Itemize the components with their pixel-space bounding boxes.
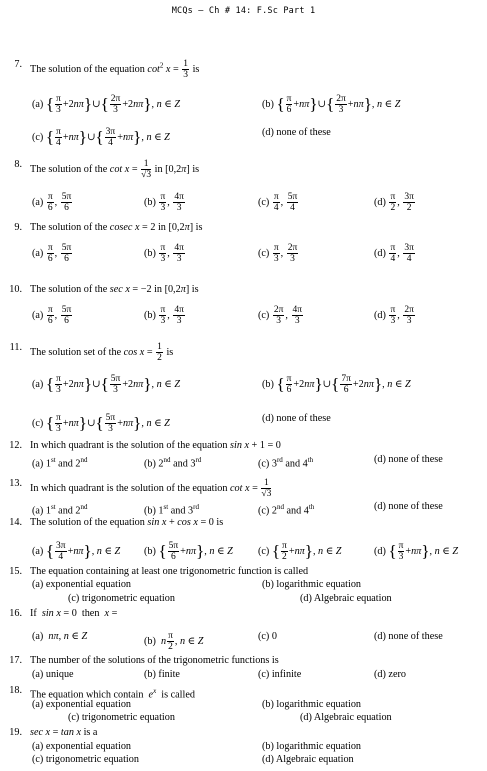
- option-a[interactable]: (a) { $\frac{3\pi}{4}$ +nπ}, n ∈ Z: [32, 541, 121, 562]
- option-a[interactable]: (a) { $\frac{\pi}{3}$ +2nπ}∪{ $\frac{2\pi}{3}$ +2nπ}, n ∈ Z: [32, 94, 181, 115]
- option-d[interactable]: (d) zero: [374, 669, 406, 680]
- question-number: 7.: [14, 59, 22, 70]
- option-a[interactable]: (a) exponential equation: [32, 741, 132, 752]
- option-b[interactable]: (b) $\frac{\pi}{3}$ , $\frac{4\pi}{3}$: [144, 305, 184, 326]
- option-b[interactable]: (b) { $\frac{\pi}{6}$ +nπ}∪{ $\frac{2\pi}{3}$ +nπ}, n ∈ Z: [262, 94, 401, 115]
- question-text: The solution of the cot x = $\frac{1}{√3}$ in [0,2π] is: [30, 159, 200, 180]
- question-number: 19.: [9, 727, 22, 738]
- question-number: 17.: [9, 655, 22, 666]
- option-c[interactable]: (c) 2nd and 4th: [258, 503, 315, 517]
- option-b[interactable]: (b) logarithmic equation: [262, 579, 362, 590]
- option-b[interactable]: (b) n $\frac{\pi}{2}$ , n ∈ Z: [144, 631, 204, 652]
- question-text: The solution of the equation $\cot^2 x$ = $\frac{1}{3}$ is: [30, 59, 200, 80]
- option-c[interactable]: (c) { $\frac{\pi}{4}$ +nπ}∪{ $\frac{3\pi}{4}$ +nπ}, n ∈ Z: [32, 127, 170, 148]
- question-number: 14.: [9, 517, 22, 528]
- option-d[interactable]: (d) $\frac{\pi}{3}$ , $\frac{2\pi}{3}$: [374, 305, 414, 326]
- option-d[interactable]: (d) $\frac{\pi}{4}$ , $\frac{3\pi}{4}$: [374, 243, 414, 264]
- option-d[interactable]: (d) { $\frac{\pi}{3}$ +nπ}, n ∈ Z: [374, 541, 459, 562]
- option-b[interactable]: (b) $\frac{\pi}{3}$ , $\frac{4\pi}{3}$: [144, 243, 184, 264]
- question-text: In which quadrant is the solution of the equation cot x = $\frac{1}{√3}$: [30, 478, 272, 499]
- question-text: The solution of the cosec x = 2 in [0,2π] is: [30, 222, 203, 233]
- option-d[interactable]: (d) none of these: [374, 631, 443, 642]
- option-a[interactable]: (a) $\frac{\pi}{6}$ , $\frac{5\pi}{6}$: [32, 243, 72, 264]
- question-number: 11.: [9, 342, 22, 353]
- option-c[interactable]: (c) 3rd and 4th: [258, 456, 314, 470]
- option-a[interactable]: (a) unique: [32, 669, 74, 680]
- option-d[interactable]: (d) $\frac{\pi}{2}$ , $\frac{3\pi}{2}$: [374, 192, 414, 213]
- option-b[interactable]: (b) 1st and 3rd: [144, 503, 199, 517]
- option-a[interactable]: (a) { $\frac{\pi}{3}$ +2nπ}∪{ $\frac{5\pi}{3}$ +2nπ}, n ∈ Z: [32, 374, 181, 395]
- option-d[interactable]: (d) none of these: [374, 501, 443, 512]
- question-number: 16.: [9, 608, 22, 619]
- option-b[interactable]: (b) { $\frac{\pi}{6}$ +2nπ}∪{ $\frac{7\pi}{6}$ +2nπ}, n ∈ Z: [262, 374, 411, 395]
- question-text: The equation which contain $e^x$ is called: [30, 687, 195, 701]
- option-d[interactable]: (d) Algebraic equation: [300, 593, 392, 604]
- option-d[interactable]: (d) none of these: [262, 413, 331, 424]
- option-b[interactable]: (b) 2nd and 3rd: [144, 456, 202, 470]
- option-c[interactable]: (c) $\frac{2\pi}{3}$ , $\frac{4\pi}{3}$: [258, 305, 303, 326]
- option-c[interactable]: (c) $\frac{\pi}{4}$ , $\frac{5\pi}{4}$: [258, 192, 298, 213]
- question-text: The equation containing at least one trigonometric function is called: [30, 566, 309, 577]
- question-text: sec x = tan x is a: [30, 727, 98, 738]
- option-a[interactable]: (a) exponential equation: [32, 579, 132, 590]
- question-number: 18.: [9, 685, 22, 696]
- question-text: The solution set of the cos x = $\frac{1}{2}$ is: [30, 342, 174, 363]
- option-a[interactable]: (a) nπ, n ∈ Z: [32, 631, 88, 642]
- question-text: The solution of the sec x = −2 in [0,2π] is: [30, 284, 199, 295]
- option-b[interactable]: (b) $\frac{\pi}{3}$ , $\frac{4\pi}{3}$: [144, 192, 184, 213]
- option-a[interactable]: (a) $\frac{\pi}{6}$ , $\frac{5\pi}{6}$: [32, 192, 72, 213]
- option-a[interactable]: (a) 1st and 2nd: [32, 456, 88, 470]
- question-number: 10.: [9, 284, 22, 295]
- option-d[interactable]: (d) none of these: [262, 127, 331, 138]
- page-header: MCQs – Ch # 14: F.Sc Part 1: [171, 6, 316, 16]
- option-b[interactable]: (b) logarithmic equation: [262, 741, 362, 752]
- option-c[interactable]: (c) trigonometric equation: [68, 593, 175, 604]
- option-c[interactable]: (c) { $\frac{\pi}{2}$ +nπ}, n ∈ Z: [258, 541, 342, 562]
- option-c[interactable]: (c) infinite: [258, 669, 302, 680]
- question-text: If sin x = 0 then x =: [30, 608, 118, 619]
- question-number: 15.: [9, 566, 22, 577]
- question-number: 13.: [9, 478, 22, 489]
- option-a[interactable]: (a) 1st and 2nd: [32, 503, 88, 517]
- option-c[interactable]: (c) trigonometric equation: [68, 712, 175, 723]
- option-c[interactable]: (c) { $\frac{\pi}{3}$ +nπ}∪{ $\frac{5\pi}{3}$ +nπ}, n ∈ Z: [32, 413, 170, 434]
- option-d[interactable]: (d) none of these: [374, 454, 443, 465]
- question-number: 12.: [9, 440, 22, 451]
- option-b[interactable]: (b) { $\frac{5\pi}{6}$ +nπ}, n ∈ Z: [144, 541, 233, 562]
- question-text: The number of the solutions of the trigonometric functions is: [30, 655, 279, 666]
- option-d[interactable]: (d) Algebraic equation: [300, 712, 392, 723]
- option-b[interactable]: (b) finite: [144, 669, 180, 680]
- option-d[interactable]: (d) Algebraic equation: [262, 754, 354, 765]
- option-a[interactable]: (a) $\frac{\pi}{6}$ , $\frac{5\pi}{6}$: [32, 305, 72, 326]
- option-c[interactable]: (c) trigonometric equation: [32, 754, 139, 765]
- option-c[interactable]: (c) 0: [258, 631, 277, 642]
- question-text: In which quadrant is the solution of the equation sin x + 1 = 0: [30, 440, 281, 451]
- option-c[interactable]: (c) $\frac{\pi}{3}$ , $\frac{2\pi}{3}$: [258, 243, 298, 264]
- question-text: The solution of the equation sin x + cos x = 0 is: [30, 517, 224, 528]
- question-number: 9.: [14, 222, 22, 233]
- option-a[interactable]: (a) exponential equation: [32, 699, 132, 710]
- option-b[interactable]: (b) logarithmic equation: [262, 699, 362, 710]
- question-number: 8.: [14, 159, 22, 170]
